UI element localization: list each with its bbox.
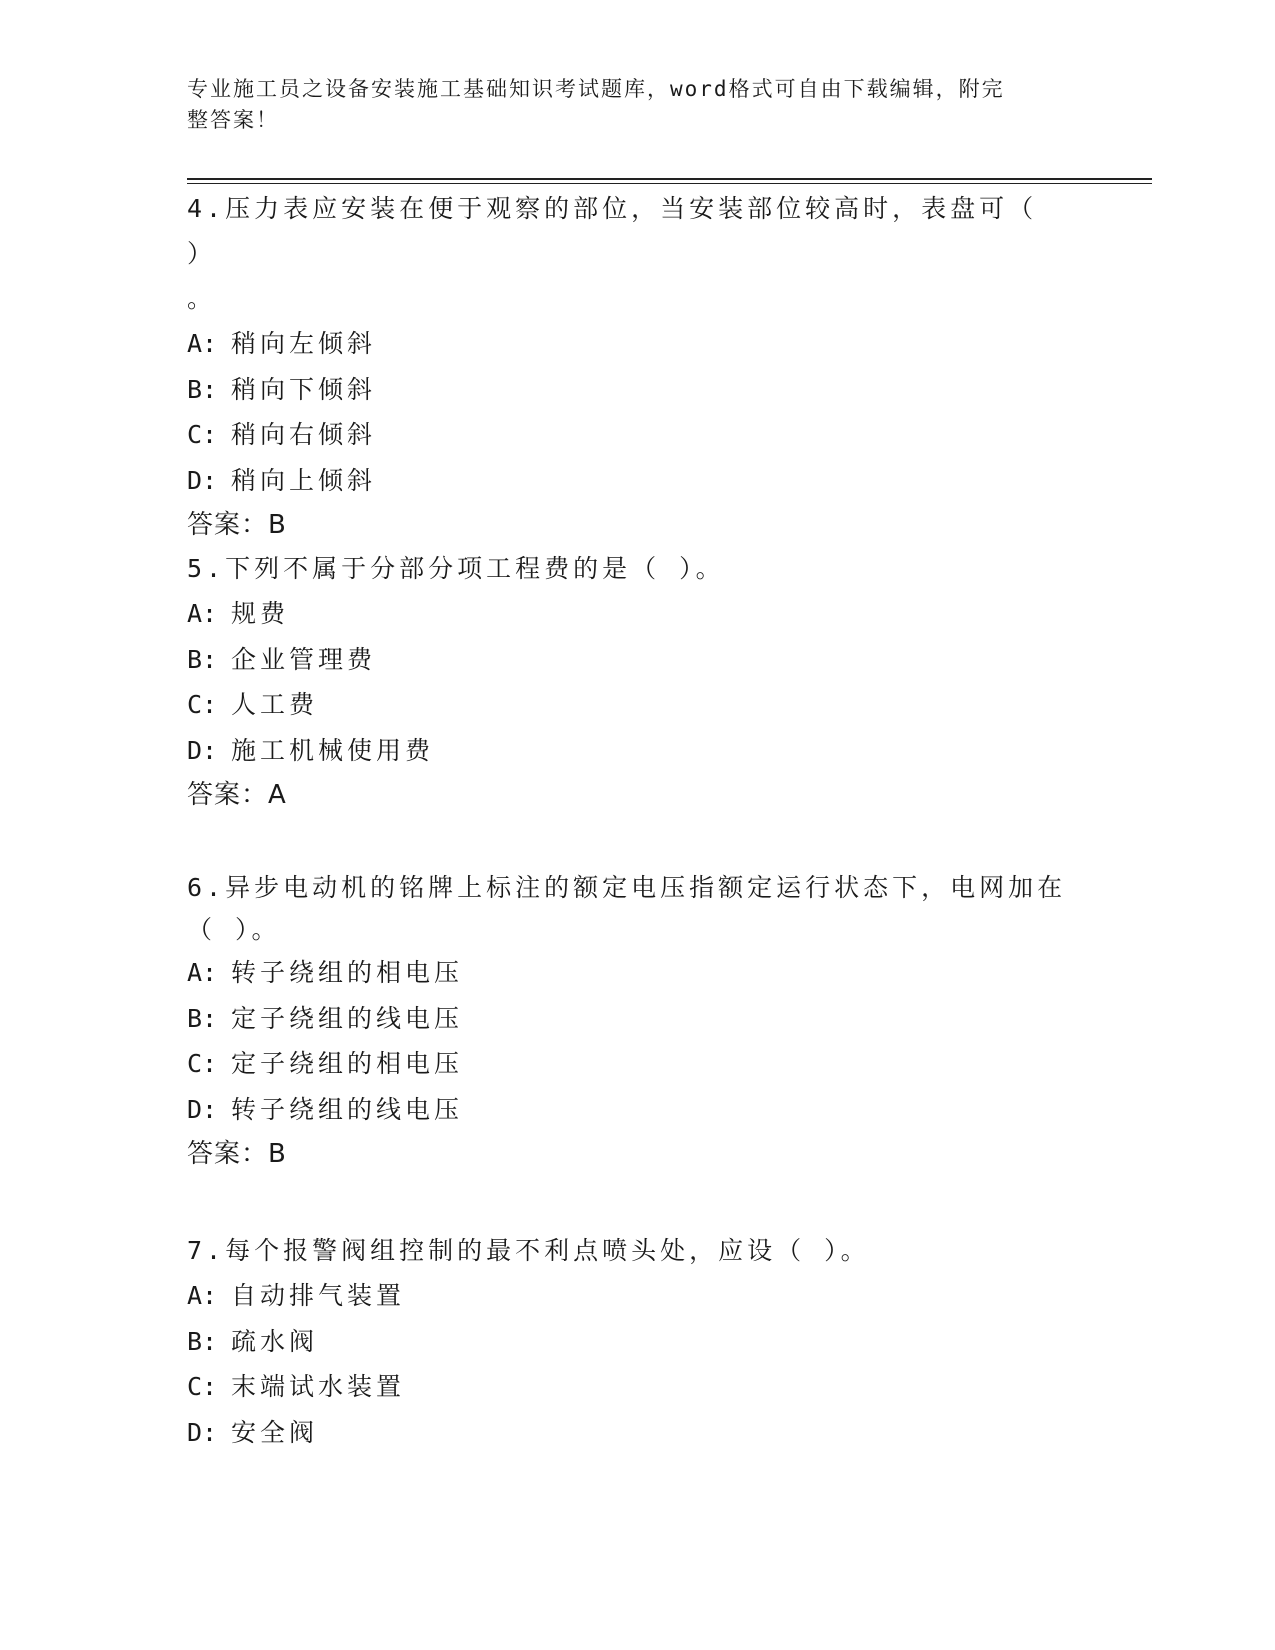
header-divider-thick <box>187 178 1152 180</box>
option-c <box>187 412 1067 458</box>
header-line-2: 整答案！ <box>187 108 279 132</box>
option-label: B: <box>187 374 218 404</box>
option-text: 稍向上倾斜 <box>231 465 377 495</box>
option-b <box>187 637 1067 683</box>
option-d <box>187 1410 1067 1456</box>
option-c <box>187 1364 1067 1410</box>
option-label: A: <box>187 599 218 628</box>
option-c <box>187 682 1067 728</box>
option-text: 末端试水装置 <box>231 1372 406 1401</box>
option-label: D: <box>187 1417 218 1447</box>
option-text: 人工费 <box>231 690 319 719</box>
question-6 <box>187 865 1067 1177</box>
header-line-1: 专业施工员之设备安装施工基础知识考试题库，word格式可自由下载编辑，附完 <box>187 77 1005 101</box>
answer-line: 答案：B <box>187 1139 287 1169</box>
option-label: B: <box>187 644 218 674</box>
question-stem: 7.每个报警阀组控制的最不利点喷头处，应设（ ）。 <box>187 1236 870 1265</box>
option-text: 转子绕组的相电压 <box>231 958 464 987</box>
option-a <box>187 1273 1067 1319</box>
question-stem: 4.压力表应安装在便于观察的部位，当安装部位较高时，表盘可（ ） <box>187 194 1038 268</box>
option-a <box>187 321 1067 367</box>
question-stem-continued: （ ）。 <box>187 915 281 944</box>
question-stem: 5.下列不属于分部分项工程费的是（ ）。 <box>187 554 725 583</box>
header-divider-thin <box>187 183 1152 184</box>
option-label: A: <box>187 958 218 987</box>
option-d <box>187 458 1067 504</box>
question-stem-continued: 。 <box>187 284 217 313</box>
option-text: 疏水阀 <box>231 1326 319 1356</box>
option-a <box>187 950 1067 996</box>
option-label: A: <box>187 1281 218 1310</box>
option-a <box>187 591 1067 637</box>
option-b <box>187 367 1067 413</box>
option-label: C: <box>187 690 218 719</box>
option-label: B: <box>187 1326 218 1356</box>
document-header <box>187 74 1087 136</box>
option-text: 稍向左倾斜 <box>231 329 377 358</box>
question-4 <box>187 186 1067 548</box>
option-label: D: <box>187 465 218 495</box>
question-stem: 6.异步电动机的铭牌上标注的额定电压指额定运行状态下，电网加在 <box>187 873 1067 902</box>
option-text: 定子绕组的相电压 <box>231 1049 464 1078</box>
option-c <box>187 1041 1067 1087</box>
option-text: 自动排气装置 <box>231 1281 406 1310</box>
answer-line: 答案：A <box>187 780 287 810</box>
option-text: 规费 <box>231 599 290 628</box>
option-text: 施工机械使用费 <box>231 735 435 765</box>
option-label: A: <box>187 329 218 358</box>
question-7 <box>187 1228 1067 1455</box>
option-text: 稍向右倾斜 <box>231 420 377 449</box>
option-text: 转子绕组的线电压 <box>231 1094 464 1124</box>
option-d <box>187 728 1067 774</box>
option-text: 稍向下倾斜 <box>231 374 377 404</box>
option-label: C: <box>187 1372 218 1401</box>
option-label: B: <box>187 1003 218 1033</box>
option-text: 定子绕组的线电压 <box>231 1003 464 1033</box>
option-text: 安全阀 <box>231 1417 319 1447</box>
answer-line: 答案：B <box>187 510 287 540</box>
option-d <box>187 1087 1067 1133</box>
option-b <box>187 1319 1067 1365</box>
option-label: C: <box>187 420 218 449</box>
option-text: 企业管理费 <box>231 644 377 674</box>
option-b <box>187 996 1067 1042</box>
question-5 <box>187 546 1067 818</box>
option-label: D: <box>187 1094 218 1124</box>
option-label: D: <box>187 735 218 765</box>
option-label: C: <box>187 1049 218 1078</box>
